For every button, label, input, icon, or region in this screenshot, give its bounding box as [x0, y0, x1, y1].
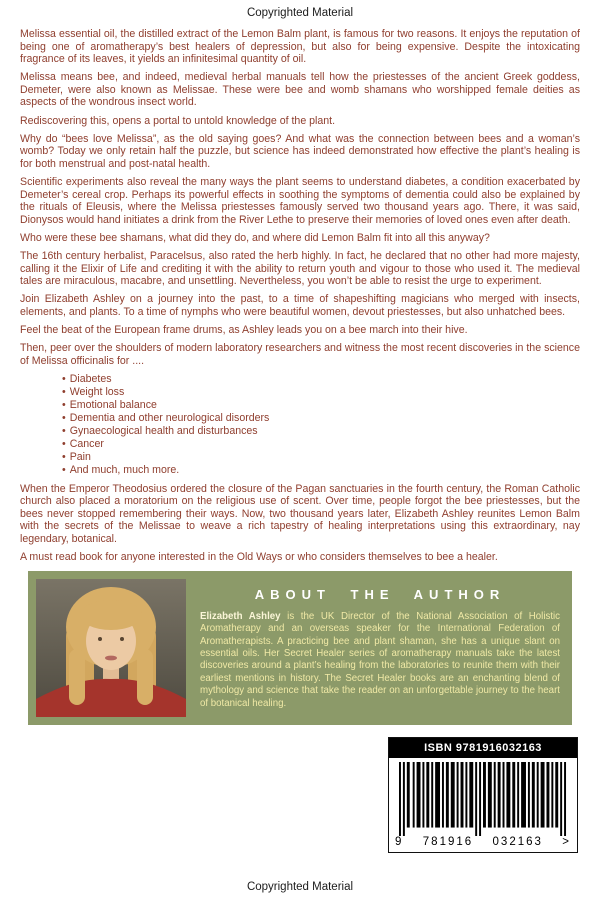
benefit-item: • Diabetes	[62, 373, 580, 386]
blurb-paragraph: Melissa essential oil, the distilled extract of the Lemon Balm plant, is famous for two reasons. It enjoys the reputation of being one of aromatherapy’s best healers of depression, but also for being expensive. Despite the intoxicating fragrance of its leaves, it yields an infinitesimal quantity of oil.	[20, 28, 580, 66]
benefit-item: • Dementia and other neurological disorders	[62, 412, 580, 425]
isbn-label: ISBN 9781916032163	[389, 738, 577, 758]
barcode-bars-image	[399, 762, 567, 836]
barcode-digits	[389, 836, 577, 852]
about-text-column	[186, 579, 564, 717]
benefit-item: • And much, much more.	[62, 464, 580, 477]
barcode-block	[388, 737, 578, 853]
copyright-notice-top: Copyrighted Material	[246, 7, 354, 19]
blurb-paragraph: Melissa means bee, and indeed, medieval herbal manuals tell how the priestesses of the ancient Greek goddess, Demeter, were also known as Melissae. These were bee and womb shamans who worshipped female deities as aspects of the wondrous insect world.	[20, 71, 580, 109]
blurb-paragraph: Who were these bee shamans, what did they do, and where did Lemon Balm fit into all this anyway?	[20, 231, 490, 244]
blurb-paragraph: The 16th century herbalist, Paracelsus, also rated the herb highly. In fact, he declared that no other had more majesty, calling it the Elixir of Life and crediting it with the ability to return youth and vigour to those who used it. The medieval tales are miraculous, macabre, and unsettling. Nevertheless, you won’t be able to resist the urge to experiment.	[20, 249, 580, 288]
barcode-digit-group: 9	[395, 835, 404, 848]
author-portrait-illustration	[36, 579, 186, 717]
barcode-end-char: >	[562, 835, 571, 848]
author-photo	[36, 579, 186, 717]
back-cover-blurb	[20, 28, 580, 564]
benefit-item: • Gynaecological health and disturbances	[62, 425, 580, 438]
benefits-list	[20, 373, 580, 477]
blurb-paragraph: Join Elizabeth Ashley on a journey into the past, to a time of shapeshifting magicians who merged with insects, elements, and plants. To a time of nymphs who were beautiful women, devout priestesses, but also unhatched bees.	[20, 293, 580, 318]
blurb-paragraph: Rediscovering this, opens a portal to untold knowledge of the plant.	[20, 114, 336, 127]
author-name: Elizabeth Ashley	[200, 610, 281, 622]
blurb-paragraph: Then, peer over the shoulders of modern laboratory researchers and witness the most recent discoveries in the science of Melissa officinalis for ....	[20, 341, 580, 367]
barcode-digit-group: 032163	[492, 835, 543, 848]
benefit-item: • Cancer	[62, 438, 580, 451]
about-the-author-section	[28, 571, 572, 725]
benefit-item: • Pain	[62, 451, 580, 464]
benefit-item: • Weight loss	[62, 386, 580, 399]
copyright-notice-bottom: Copyrighted Material	[246, 881, 354, 893]
author-bio-text: is the UK Director of the National Association of Holistic Aromatherapy and an overseas speaker for the International Federation of Aromatherapists. A practicing bee and plant shaman, she has a unique slant on essential oils. Her Secret Healer series of aromatherapy manuals take the latest discoveries around a plant’s healing from the laboratories to reunite them with their earliest mentions in history. The Secret Healer books are an enchanting blend of mythology and science that take the reader on an unforgettable journey to the heart of botanical healing.	[200, 610, 561, 709]
blurb-paragraph: When the Emperor Theodosius ordered the closure of the Pagan sanctuaries in the fourth century, the Roman Catholic church also placed a moratorium on the religious use of scent. Over time, people forgot the bee priestesses, but the bees never stopped remembering their ways. Now, two thousand years later, Elizabeth Ashley reunites Lemon Balm with the secrets of the Melissae to weave a rich tapestry of healing interpretations using this extraordinary, nay legendary, botanical.	[20, 482, 580, 546]
barcode-row	[0, 737, 578, 853]
blurb-paragraph: Scientific experiments also reveal the many ways the plant seems to understand diabetes, a condition exacerbated by Demeter’s cereal crop. Perhaps its powerful effects in soothing the symptoms of dementia could also be explained by the rituals of Eleusis, where the Melissa priestesses famously served two thousand years ago. There, it was said, Dionysos would hand initiates a drink from the River Lethe to preserve their memories of loved ones even after death.	[20, 175, 580, 226]
blurb-paragraph: A must read book for anyone interested in the Old Ways or who considers themselves to bee a healer.	[20, 551, 498, 564]
about-heading: ABOUT THE AUTHOR	[254, 586, 506, 602]
benefit-item: • Emotional balance	[62, 399, 580, 412]
blurb-paragraph: Feel the beat of the European frame drums, as Ashley leads you on a bee march into their hive.	[20, 323, 468, 336]
blurb-paragraph: Why do “bees love Melissa”, as the old saying goes? And what was the connection between bees and a woman’s womb? Today we only retain half the puzzle, but science has indeed demonstrated how effective the plant’s healing is for both menstrual and post-natal health.	[20, 132, 580, 170]
barcode-digit-group: 781916	[422, 835, 474, 848]
author-bio	[200, 611, 560, 710]
